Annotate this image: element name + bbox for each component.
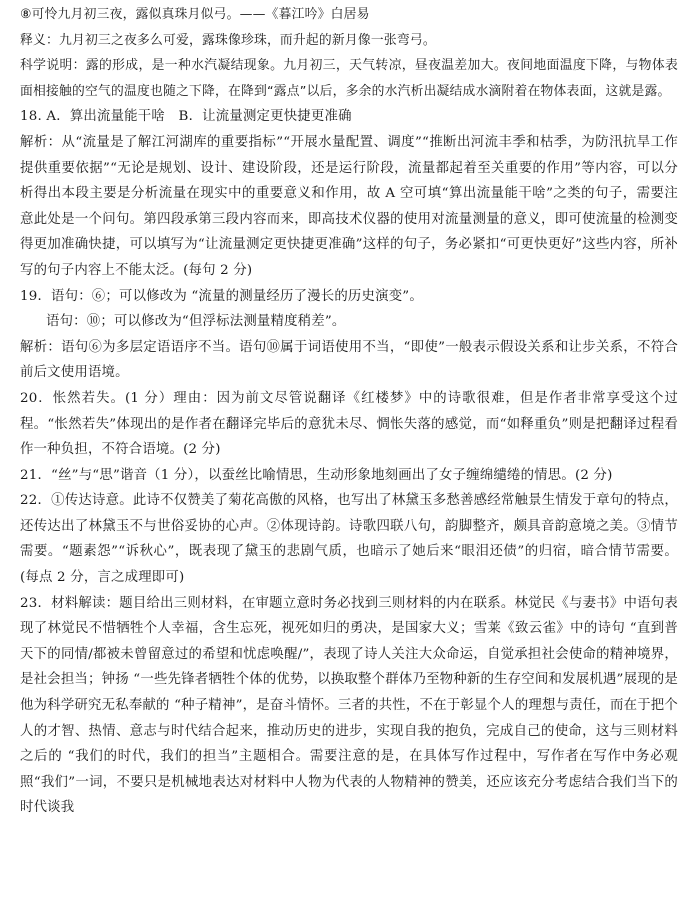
answer-22: 22．①传达诗意。此诗不仅赞美了菊花高傲的风格，也写出了林黛玉多愁善感经常触景生情发于章句的特点，还传达出了林黛玉不与世俗妥协的心声。②体现诗韵。诗歌四联八句，韵脚整齐，颇具音韵意境之美。③情节需要。“题素怨”“诉秋心”，既表现了黛玉的悲剧气质，也暗示了她后来“眼泪还债”的归宿，暗合情节需要。(每点 2 分，言之成理即可) xyxy=(20,493,678,586)
poem-line: ⑧可怜九月初三夜，露似真珠月似弓。——《暮江吟》白居易 xyxy=(20,7,370,22)
answer-21: 21．“丝”与“思”谐音（1 分），以蚕丝比喻情思，生动形象地刻画出了女子缠绵缱绻的情思。(2 分) xyxy=(20,467,613,483)
answer-19-sentence-10: 语句：⑩；可以修改为“但浮标法测量精度稍差”。 xyxy=(46,314,346,330)
answer-19-sentence-6: 19．语句：⑥；可以修改为 “流量的测量经历了漫长的历史演变”。 xyxy=(20,288,423,304)
analysis-18: 解析：从“流量是了解江河湖库的重要指标”“开展水量配置、调度”“推断出河流丰季和枯季，为防汛抗旱工作提供重要依据”“无论是规划、设计、建设阶段，还是运行阶段，流量都起着至关重要的作用”等内容，可以分析得出本段主要是分析流量在现实中的重要意义和作用，故 A 空可填“算出流量能干啥”之类的句子，需要注意此处是一个问句。第四段承第三段内容而来，即高技术仪器的使用对流量测量的意义，即可使流量的检测变得更加准确快捷，可以填写为“让流量测定更快捷更准确”这样的句子，务必紧扣“可更快更好”这些内容，所补写的句子内容上不能太泛。(每句 2 分) xyxy=(20,134,678,278)
science-explanation: 科学说明：露的形成，是一种水汽凝结现象。九月初三，天气转凉，昼夜温差加大。夜间地面温度下降，与物体表面相接触的空气的温度也随之下降，在降到“露点”以后，多余的水汽析出凝结成水滴附着在物体表面，这就是露。 xyxy=(20,58,678,99)
analysis-19: 解析：语句⑥为多层定语语序不当。语句⑩属于词语使用不当，“即使”一般表示假设关系和让步关系，不符合前后文使用语境。 xyxy=(20,339,678,381)
answer-18: 18. A．算出流量能干啥 B．让流量测定更快捷更准确 xyxy=(20,109,352,125)
poem-explanation: 释义：九月初三之夜多么可爱，露珠像珍珠，而升起的新月像一张弯弓。 xyxy=(20,32,436,48)
answer-23: 23．材料解读：题目给出三则材料，在审题立意时务必找到三则材料的内在联系。林觉民《与妻书》中语句表现了林觉民不惜牺牲个人幸福，含生忘死，视死如归的勇决，是国家大义；雪莱《致云雀》中的诗句 “直到普天下的同情/都被未曾留意过的希望和忧虑唤醒/”，表现了诗人关注大众命运，自觉承担社会使命的精神境界，是社会担当；钟扬 “一些先锋者牺牲个体的优势，以换取整个群体乃至物种新的生存空间和发展机遇”展现的是他为科学研究无私奉献的 “种子精神”，是奋斗情怀。三者的共性，不在于彰显个人的理想与责任，而在于把个人的才智、热情、意志与时代结合起来，推动历史的进步，实现自我的抱负，完成自己的使命，这与三则材料之后的 “我们的时代，我们的担当”主题相合。需要注意的是，在具体写作过程中，写作者在写作中务必观照“我们”一词，不要只是机械地表达对材料中人物为代表的人物精神的赞美，还应该充分考虑结合我们当下的时代谈我 xyxy=(20,595,678,816)
answer-20: 20．怅然若失。(1 分）理由：因为前文尽管说翻译《红楼梦》中的诗歌很难，但是作者非常享受这个过程。“怅然若失”体现出的是作者在翻译完毕后的意犹未尽、惆怅失落的感觉，而“如释重负”则是把翻译过程看作一种负担，不符合语境。(2 分) xyxy=(20,390,678,458)
